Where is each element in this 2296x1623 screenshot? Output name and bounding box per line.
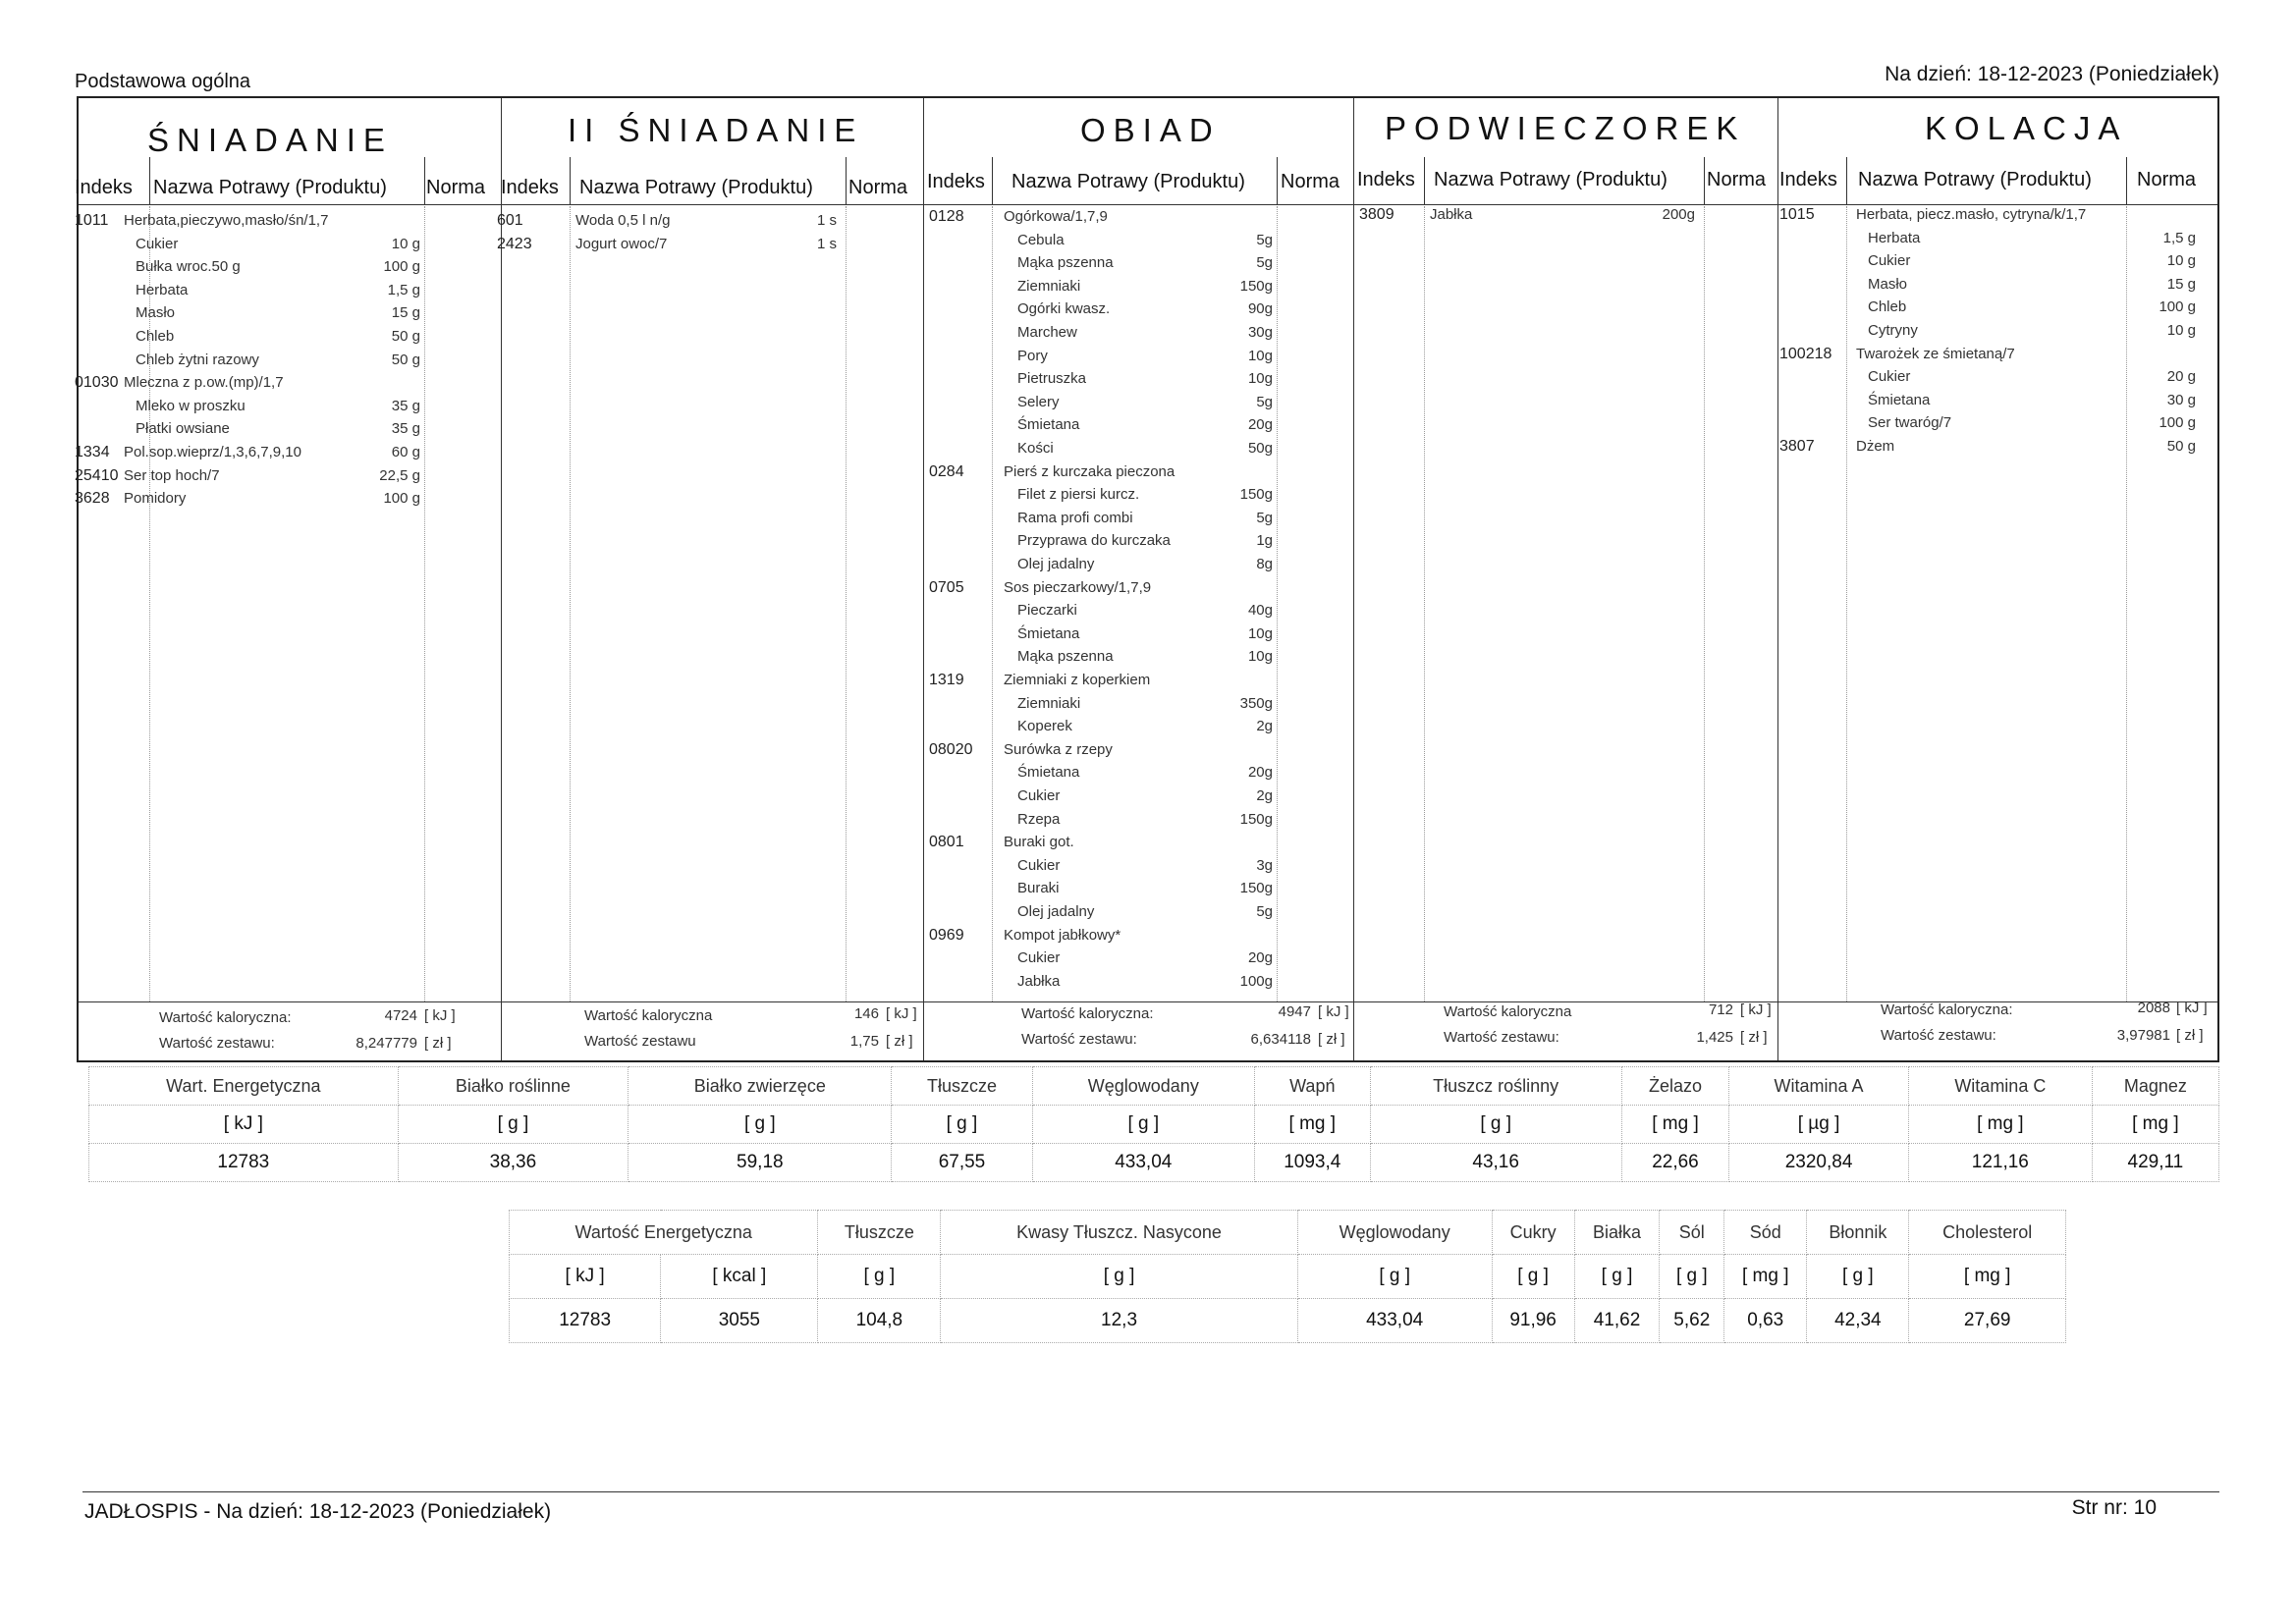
dish-index: 25410 (75, 466, 119, 484)
dish-name: Woda 0,5 l n/g (575, 212, 671, 229)
kal-value: 712 (1708, 1001, 1733, 1018)
zes-value: 1,75 (849, 1033, 879, 1050)
nutrient-value: 433,04 (1297, 1299, 1492, 1343)
section-divider (1777, 98, 1778, 1060)
ingredient-name: Śmietana (1017, 624, 1080, 642)
ingredient-norma: 100 g (383, 490, 420, 508)
nutrient-unit: [ g ] (1574, 1255, 1660, 1299)
ingredient-norma: 100g (1239, 972, 1273, 990)
ingredient-name: Płatki owsiane (136, 420, 230, 438)
nutrient-label: Sód (1724, 1211, 1807, 1255)
ingredient-name: Jabłka (1017, 972, 1061, 990)
nutrient-unit: [ kJ ] (510, 1255, 661, 1299)
ingredient-norma: 150g (1239, 810, 1273, 828)
nutrient-value: 121,16 (1908, 1144, 2092, 1182)
nutrition-table-2 (509, 1210, 2066, 1343)
nutrient-value: 67,55 (892, 1144, 1032, 1182)
ingredient-norma: 150g (1239, 880, 1273, 897)
nutrient-value: 12783 (510, 1299, 661, 1343)
dish-index: 2423 (497, 235, 532, 252)
zes-value: 6,634118 (1250, 1031, 1311, 1048)
nutrient-value: 41,62 (1574, 1299, 1660, 1343)
zes-unit: [ zł ] (2176, 1027, 2204, 1044)
ingredient-norma: 2g (1256, 718, 1273, 735)
nutrient-unit: [ g ] (629, 1106, 892, 1144)
ingredient-name: Cukier (1017, 856, 1061, 874)
nutrient-label: Wapń (1255, 1067, 1370, 1106)
col-rule (1424, 206, 1425, 1001)
col-header-norma: Norma (848, 177, 908, 198)
ingredient-name: Olej jadalny (1017, 903, 1095, 920)
dish-index: 08020 (929, 740, 973, 758)
ingredient-name: Pieczarki (1017, 602, 1077, 620)
dish-name: Kompot jabłkowy* (1004, 926, 1121, 944)
ingredient-norma: 5g (1256, 393, 1273, 410)
nutrient-unit: [ kJ ] (89, 1106, 399, 1144)
nutrient-unit: [ g ] (1660, 1255, 1724, 1299)
nutrient-value: 27,69 (1909, 1299, 2066, 1343)
kal-value: 4724 (384, 1007, 417, 1024)
ingredient-name: Cukier (1868, 252, 1911, 270)
col-divider (2126, 157, 2127, 204)
ingredient-name: Rzepa (1017, 810, 1061, 828)
meal-title-kolacja: KOLACJA (1925, 110, 2128, 146)
nutrient-value: 3055 (661, 1299, 818, 1343)
kal-unit: [ kJ ] (2176, 1000, 2208, 1016)
nutrient-unit: [ g ] (1492, 1255, 1574, 1299)
nutrient-unit: [ mg ] (1255, 1106, 1370, 1144)
ingredient-name: Mleko w proszku (136, 397, 246, 414)
ingredient-name: Śmietana (1868, 391, 1931, 408)
ingredient-norma: 60 g (391, 444, 420, 460)
zes-value: 3,97981 (2116, 1027, 2170, 1044)
ingredient-name: Pory (1017, 347, 1048, 364)
col-divider (570, 157, 571, 204)
kal-label: Wartość kaloryczna (584, 1007, 713, 1024)
col-header-nazwa: Nazwa Potrawy (Produktu) (1434, 169, 1667, 190)
ingredient-name: Przyprawa do kurczaka (1017, 532, 1171, 550)
col-rule (2126, 206, 2127, 1001)
ingredient-norma: 22,5 g (379, 466, 420, 484)
ingredient-name: Koperek (1017, 718, 1072, 735)
nutrient-label: Witamina A (1729, 1067, 1909, 1106)
nutrient-label: Błonnik (1807, 1211, 1909, 1255)
nutrient-value: 1093,4 (1255, 1144, 1370, 1182)
ingredient-norma: 10 g (2166, 252, 2196, 270)
dish-index: 1015 (1779, 206, 1815, 223)
zes-value: 1,425 (1696, 1029, 1733, 1046)
nutrient-unit: [ g ] (941, 1255, 1298, 1299)
ingredient-name: Selery (1017, 393, 1060, 410)
nutrient-unit: [ mg ] (1724, 1255, 1807, 1299)
dish-index: 0801 (929, 834, 964, 851)
ingredient-norma: 50 g (2166, 438, 2196, 455)
ingredient-name: Cukier (136, 235, 179, 252)
ingredient-name: Ziemniaki (1017, 277, 1081, 295)
nutrient-unit: [ mg ] (1908, 1106, 2092, 1144)
ingredient-name: Cebula (1017, 231, 1065, 248)
dish-name: Ogórkowa/1,7,9 (1004, 208, 1108, 225)
dish-index: 0128 (929, 208, 964, 225)
ingredient-name: Mąka pszenna (1017, 648, 1114, 666)
nutrient-unit: [ mg ] (1909, 1255, 2066, 1299)
nutrient-label: Witamina C (1908, 1067, 2092, 1106)
ingredient-norma: 20 g (2166, 368, 2196, 386)
section-divider (1353, 98, 1354, 1060)
nutrient-unit: [ g ] (1807, 1255, 1909, 1299)
nutrient-unit: [ g ] (1370, 1106, 1621, 1144)
zes-unit: [ zł ] (1318, 1031, 1345, 1048)
ingredient-name: Ziemniaki (1017, 694, 1081, 712)
ingredient-norma: 1 s (816, 235, 837, 252)
dish-name: Mleczna z p.ow.(mp)/1,7 (124, 374, 284, 392)
nutrient-label: Wart. Energetyczna (89, 1067, 399, 1106)
footer-rule (82, 1491, 2219, 1492)
date-label: Na dzień: 18-12-2023 (Poniedziałek) (1885, 63, 2219, 85)
col-header-indeks: Indeks (1357, 169, 1415, 190)
ingredient-name: Masło (136, 304, 176, 322)
dish-name: Twarożek ze śmietaną/7 (1856, 345, 2015, 362)
dish-name: Jabłka (1430, 206, 1473, 223)
nutrition-table-1 (88, 1066, 2219, 1182)
col-header-norma: Norma (2137, 169, 2197, 190)
kal-unit: [ kJ ] (1318, 1003, 1349, 1020)
col-rule (1846, 206, 1847, 1001)
ingredient-name: Buraki (1017, 880, 1060, 897)
ingredient-norma: 150g (1239, 486, 1273, 504)
ingredient-name: Rama profi combi (1017, 509, 1133, 526)
nutrient-value: 91,96 (1492, 1299, 1574, 1343)
nutrient-label: Magnez (2092, 1067, 2218, 1106)
ingredient-norma: 5g (1256, 231, 1273, 248)
col-header-nazwa: Nazwa Potrawy (Produktu) (1011, 171, 1245, 192)
nutrient-label: Cukry (1492, 1211, 1574, 1255)
nutrient-value: 104,8 (818, 1299, 941, 1343)
ingredient-name: Herbata (1868, 229, 1921, 246)
dish-name: Herbata,pieczywo,masło/śn/1,7 (124, 212, 329, 229)
menu-table (77, 96, 2219, 1062)
ingredient-norma: 40g (1247, 602, 1273, 620)
dish-index: 100218 (1779, 345, 1832, 362)
col-divider (1704, 157, 1705, 204)
dish-name: Pol.sop.wieprz/1,3,6,7,9,10 (124, 444, 301, 460)
ingredient-name: Śmietana (1017, 416, 1080, 434)
ingredient-norma: 1g (1256, 532, 1273, 550)
col-rule (1704, 206, 1705, 1001)
nutrient-value: 2320,84 (1729, 1144, 1909, 1182)
ingredient-norma: 15 g (391, 304, 420, 322)
col-divider (846, 157, 847, 204)
menu-type-label: Podstawowa ogólna (75, 71, 251, 92)
nutrient-unit: [ g ] (818, 1255, 941, 1299)
ingredient-norma: 3g (1256, 856, 1273, 874)
ingredient-norma: 1,5 g (2162, 229, 2196, 246)
kal-label: Wartość kaloryczna: (1021, 1005, 1154, 1022)
ingredient-norma: 100 g (2159, 414, 2196, 432)
col-divider (1277, 157, 1278, 204)
dish-index: 1334 (75, 444, 110, 460)
ingredient-norma: 200g (1662, 206, 1695, 223)
nutrient-unit: [ mg ] (1621, 1106, 1728, 1144)
ingredient-norma: 30 g (2166, 391, 2196, 408)
ingredient-name: Ogórki kwasz. (1017, 300, 1111, 318)
col-divider (149, 157, 150, 204)
nutrient-unit: [ g ] (892, 1106, 1032, 1144)
nutrient-label: Cholesterol (1909, 1211, 2066, 1255)
ingredient-name: Herbata (136, 281, 189, 298)
zes-label: Wartość zestawu: (1881, 1027, 1996, 1044)
dish-index: 1319 (929, 672, 964, 688)
ingredient-name: Bułka wroc.50 g (136, 258, 241, 276)
nutrient-unit: [ µg ] (1729, 1106, 1909, 1144)
col-rule (424, 206, 425, 1001)
col-header-indeks: Indeks (75, 177, 133, 198)
ingredient-name: Filet z piersi kurcz. (1017, 486, 1140, 504)
col-header-nazwa: Nazwa Potrawy (Produktu) (1858, 169, 2092, 190)
zes-label: Wartość zestawu (584, 1033, 696, 1050)
nutrient-unit: [ mg ] (2092, 1106, 2218, 1144)
ingredient-norma: 20g (1247, 416, 1273, 434)
col-divider (424, 157, 425, 204)
zes-unit: [ zł ] (886, 1033, 913, 1050)
ingredient-name: Cukier (1017, 787, 1061, 804)
nutrient-label: Tłuszcze (892, 1067, 1032, 1106)
ingredient-name: Kości (1017, 440, 1054, 457)
nutrient-label: Białko roślinne (398, 1067, 629, 1106)
col-rule (846, 206, 847, 1001)
col-header-norma: Norma (1281, 171, 1340, 192)
nutrient-label: Żelazo (1621, 1067, 1728, 1106)
col-divider (1846, 157, 1847, 204)
ingredient-norma: 10g (1247, 347, 1273, 364)
dish-name: Pierś z kurczaka pieczona (1004, 462, 1175, 480)
ingredient-norma: 5g (1256, 903, 1273, 920)
zes-unit: [ zł ] (424, 1035, 452, 1052)
nutrient-value: 12,3 (941, 1299, 1298, 1343)
ingredient-norma: 15 g (2166, 275, 2196, 293)
kal-label: Wartość kaloryczna (1444, 1003, 1572, 1020)
dish-name: Dżem (1856, 438, 1895, 455)
nutrient-value: 0,63 (1724, 1299, 1807, 1343)
col-rule (1277, 206, 1278, 1001)
col-header-nazwa: Nazwa Potrawy (Produktu) (153, 177, 387, 198)
kal-unit: [ kJ ] (424, 1007, 456, 1024)
ingredient-name: Ser twaróg/7 (1868, 414, 1952, 432)
dish-index: 3807 (1779, 438, 1815, 455)
kal-value: 146 (853, 1005, 879, 1022)
ingredient-name: Chleb żytni razowy (136, 351, 259, 368)
ingredient-norma: 350g (1239, 694, 1273, 712)
nutrient-value: 429,11 (2092, 1144, 2218, 1182)
dish-name: Jogurt owoc/7 (575, 235, 668, 252)
ingredient-norma: 35 g (391, 397, 420, 414)
ingredient-norma: 5g (1256, 254, 1273, 272)
nutrient-value: 42,34 (1807, 1299, 1909, 1343)
nutrient-value: 12783 (89, 1144, 399, 1182)
header-rule (79, 204, 2217, 205)
ingredient-norma: 20g (1247, 764, 1273, 782)
ingredient-norma: 30g (1247, 324, 1273, 341)
meal-title-ii-sniadanie: II ŚNIADANIE (568, 112, 864, 148)
ingredient-norma: 10 g (2166, 322, 2196, 339)
nutrient-unit: [ g ] (1297, 1255, 1492, 1299)
ingredient-norma: 5g (1256, 509, 1273, 526)
dish-name: Ser top hoch/7 (124, 466, 220, 484)
section-divider (923, 98, 924, 1060)
zes-unit: [ zł ] (1740, 1029, 1768, 1046)
nutrient-value: 38,36 (398, 1144, 629, 1182)
kal-value: 2088 (2137, 1000, 2170, 1016)
dish-name: Pomidory (124, 490, 187, 508)
ingredient-norma: 35 g (391, 420, 420, 438)
meal-title-sniadanie: ŚNIADANIE (147, 122, 393, 158)
col-header-indeks: Indeks (1779, 169, 1837, 190)
nutrient-label: Białka (1574, 1211, 1660, 1255)
nutrient-value: 22,66 (1621, 1144, 1728, 1182)
nutrient-label: Kwasy Tłuszcz. Nasycone (941, 1211, 1298, 1255)
nutrient-unit: [ kcal ] (661, 1255, 818, 1299)
ingredient-norma: 10g (1247, 370, 1273, 388)
col-rule (570, 206, 571, 1001)
ingredient-name: Olej jadalny (1017, 556, 1095, 572)
ingredient-norma: 150g (1239, 277, 1273, 295)
dish-name: Surówka z rzepy (1004, 740, 1113, 758)
col-rule (992, 206, 993, 1001)
ingredient-norma: 1,5 g (387, 281, 420, 298)
col-header-indeks: Indeks (501, 177, 559, 198)
ingredient-norma: 100 g (383, 258, 420, 276)
nutrient-unit: [ g ] (398, 1106, 629, 1144)
zes-label: Wartość zestawu: (159, 1035, 275, 1052)
nutrient-value: 433,04 (1032, 1144, 1255, 1182)
ingredient-norma: 8g (1256, 556, 1273, 572)
ingredient-name: Cytryny (1868, 322, 1918, 339)
col-divider (992, 157, 993, 204)
ingredient-name: Pietruszka (1017, 370, 1087, 388)
dish-index: 0705 (929, 578, 964, 596)
ingredient-norma: 1 s (816, 212, 837, 229)
nutrient-label: Wartość Energetyczna (510, 1211, 818, 1255)
kal-label: Wartość kaloryczna: (1881, 1001, 2013, 1018)
dish-index: 601 (497, 212, 523, 229)
ingredient-norma: 2g (1256, 787, 1273, 804)
ingredient-name: Mąka pszenna (1017, 254, 1114, 272)
ingredient-name: Marchew (1017, 324, 1077, 341)
ingredient-name: Śmietana (1017, 764, 1080, 782)
dish-name: Buraki got. (1004, 834, 1074, 851)
page-number: Str nr: 10 (2071, 1496, 2157, 1519)
col-header-indeks: Indeks (927, 171, 985, 192)
dish-name: Sos pieczarkowy/1,7,9 (1004, 578, 1152, 596)
zes-label: Wartość zestawu: (1021, 1031, 1137, 1048)
kal-value: 4947 (1278, 1003, 1311, 1020)
kal-unit: [ kJ ] (886, 1005, 917, 1022)
dish-index: 3628 (75, 490, 110, 508)
nutrient-value: 59,18 (629, 1144, 892, 1182)
col-divider (1424, 157, 1425, 204)
nutrient-label: Tłuszcz roślinny (1370, 1067, 1621, 1106)
dish-name: Herbata, piecz.masło, cytryna/k/1,7 (1856, 206, 2087, 223)
ingredient-norma: 90g (1247, 300, 1273, 318)
zes-value: 8,247779 (355, 1035, 417, 1052)
kal-unit: [ kJ ] (1740, 1001, 1772, 1018)
ingredient-name: Chleb (1868, 298, 1907, 316)
ingredient-name: Masło (1868, 275, 1908, 293)
ingredient-name: Cukier (1868, 368, 1911, 386)
col-header-nazwa: Nazwa Potrawy (Produktu) (579, 177, 813, 198)
dish-index: 1011 (75, 212, 109, 229)
dish-index: 0969 (929, 926, 964, 944)
nutrient-label: Węglowodany (1297, 1211, 1492, 1255)
meal-title-obiad: OBIAD (1080, 112, 1221, 148)
nutrient-label: Białko zwierzęce (629, 1067, 892, 1106)
ingredient-norma: 10 g (391, 235, 420, 252)
ingredient-norma: 10g (1247, 648, 1273, 666)
dish-index: 01030 (75, 374, 119, 392)
zes-label: Wartość zestawu: (1444, 1029, 1559, 1046)
col-rule (149, 206, 150, 1001)
nutrient-value: 5,62 (1660, 1299, 1724, 1343)
ingredient-name: Chleb (136, 328, 175, 345)
nutrient-unit: [ g ] (1032, 1106, 1255, 1144)
ingredient-norma: 50 g (391, 328, 420, 345)
dish-name: Ziemniaki z koperkiem (1004, 672, 1151, 688)
ingredient-name: Cukier (1017, 949, 1061, 967)
ingredient-norma: 100 g (2159, 298, 2196, 316)
dish-index: 0284 (929, 462, 964, 480)
nutrient-value: 43,16 (1370, 1144, 1621, 1182)
ingredient-norma: 50g (1247, 440, 1273, 457)
dish-index: 3809 (1359, 206, 1394, 223)
nutrient-label: Tłuszcze (818, 1211, 941, 1255)
footer-title: JADŁOSPIS - Na dzień: 18-12-2023 (Poniedziałek) (84, 1500, 552, 1523)
col-header-norma: Norma (1707, 169, 1767, 190)
ingredient-norma: 10g (1247, 624, 1273, 642)
kal-label: Wartość kaloryczna: (159, 1009, 292, 1026)
ingredient-norma: 50 g (391, 351, 420, 368)
col-header-norma: Norma (426, 177, 486, 198)
ingredient-norma: 20g (1247, 949, 1273, 967)
nutrient-label: Węglowodany (1032, 1067, 1255, 1106)
meal-title-podwieczorek: PODWIECZOREK (1385, 110, 1746, 146)
nutrient-label: Sól (1660, 1211, 1724, 1255)
